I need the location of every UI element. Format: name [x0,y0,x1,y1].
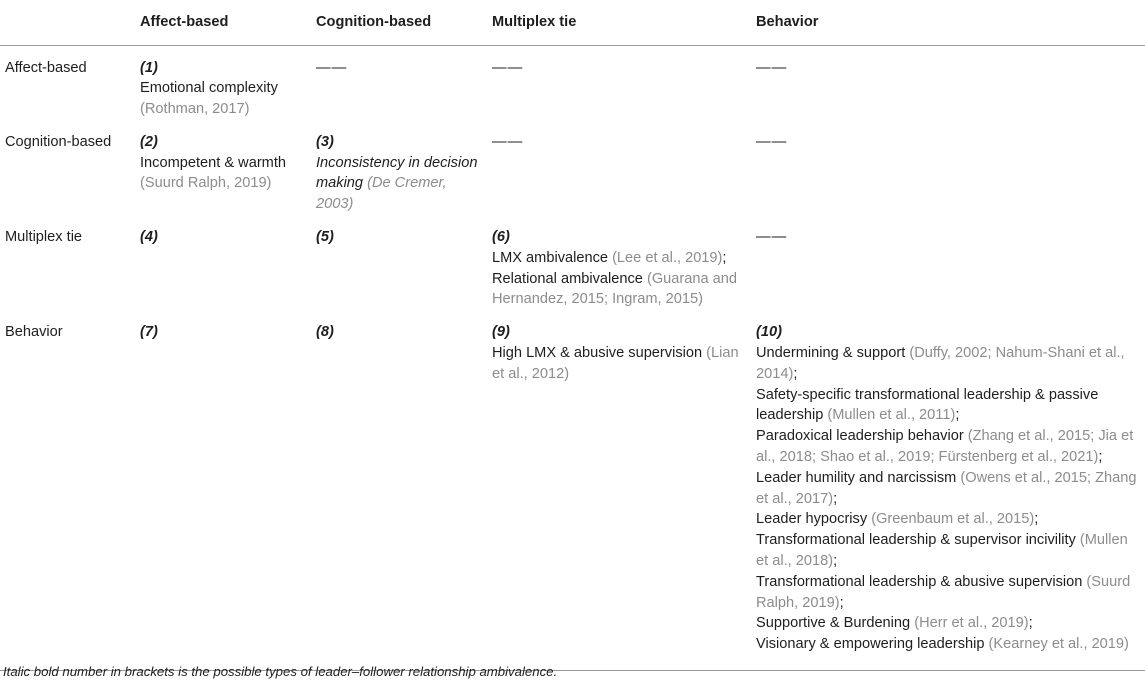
item-text: Supportive & Burdening [756,615,915,632]
table-footnote: Italic bold number in brackets is the possible types of leader–follower relationship ambivalence. [3,664,558,679]
row-label-multiplex-tie: Multiplex tie [5,229,83,246]
header-affect-based: Affect-based [134,0,310,45]
cell-8 [310,310,486,670]
list-item [756,530,1143,572]
list-item [756,385,1143,427]
list-item [756,343,1143,385]
list-item [756,634,1143,655]
dash-placeholder: —— [316,59,348,76]
type-number: (10) [756,324,782,341]
item-text: High LMX & abusive supervision [492,345,707,362]
cell-3 [310,120,486,215]
row-label-behavior: Behavior [0,310,134,670]
citation: (De Cremer, 2003) [316,175,447,213]
citation: (Mullen et al., 2018) [756,532,1128,570]
dash-placeholder: —— [756,133,788,150]
item-text: Transformational leadership & supervisor incivility [756,532,1080,549]
item-tail: ; [839,594,844,611]
dash-placeholder: —— [756,229,788,246]
cell-text: Inconsistency in decision making [316,154,478,192]
item-text: Relational ambivalence [492,270,647,287]
type-number: (5) [316,229,334,246]
citation: (Kearney et al., 2019) [988,636,1129,653]
item-tail: ; [1098,449,1103,466]
item-text: Paradoxical leadership behavior [756,428,968,445]
type-number: (1) [140,59,158,76]
citation: (Suurd Ralph, 2019) [756,573,1131,611]
citation: (Owens et al., 2015; Zhang et al., 2017) [756,469,1137,507]
item-text: Leader humility and narcissism [756,469,961,486]
citation: (Suurd Ralph, 2019) [140,175,272,192]
item-text: LMX ambivalence [492,249,613,266]
cell-empty [310,45,486,120]
citation: (Guarana and Hernandez, 2015; Ingram, 2015) [492,270,738,308]
list-item [756,613,1143,634]
item-text: Leader hypocrisy [756,511,872,528]
item-tail: ; [1034,511,1039,528]
type-number: (8) [316,324,334,341]
citation: (Greenbaum et al., 2015) [871,511,1035,528]
header-multiplex-tie: Multiplex tie [486,0,750,45]
type-number: (2) [140,133,158,150]
item-text: Safety-specific transformational leadership & passive leadership [756,386,1099,424]
cell-empty [750,45,1145,120]
type-number: (6) [492,229,510,246]
citation: (Duffy, 2002; Nahum-Shani et al., 2014) [756,345,1125,382]
list-item [492,248,748,269]
type-number: (7) [140,324,158,341]
list-item [756,468,1143,510]
header-behavior: Behavior [750,0,1145,45]
cell-empty [750,120,1145,215]
cell-9 [486,310,750,670]
row-label-cognition-based: Cognition-based [5,133,112,150]
table-row [0,120,1145,215]
item-tail: ; [793,365,798,382]
list-item [756,572,1143,614]
list-item [492,269,748,311]
item-tail: ; [722,249,727,266]
item-text: Transformational leadership & abusive supervision [756,573,1087,590]
dash-placeholder: —— [492,133,524,150]
citation: (Lian et al., 2012) [492,345,739,382]
table-row [0,45,1145,120]
cell-5 [310,215,486,310]
cell-empty [486,45,750,120]
citation: (Lee et al., 2019) [612,249,723,266]
citation: (Zhang et al., 2015; Jia et al., 2018; Shao et al., 2019; Fürstenberg et al., 2021) [756,428,1134,466]
list-item [756,509,1143,530]
cell-2 [134,120,310,215]
type-number: (3) [316,133,334,150]
cell-6 [486,215,750,310]
cell-text: Incompetent & warmth [140,154,287,171]
cell-empty [486,120,750,215]
item-tail: ; [833,553,838,570]
row-label-affect-based: Affect-based [5,59,87,76]
item-tail: ; [955,407,960,424]
header-empty [0,0,134,45]
cell-text: Emotional complexity [140,80,278,97]
item-text: Undermining & support [756,345,910,362]
header-cognition-based: Cognition-based [310,0,486,45]
table-row [0,310,1145,670]
cell-10 [750,310,1145,670]
type-number: (9) [492,324,510,341]
table-row [0,215,1145,310]
list-item [492,343,748,385]
cell-4 [134,215,310,310]
cell-empty [750,215,1145,310]
dash-placeholder: —— [756,59,788,76]
citation: (Herr et al., 2019) [914,615,1029,632]
list-item [756,426,1143,468]
type-number: (4) [140,229,158,246]
item-tail: ; [1028,615,1033,632]
item-tail: ; [833,490,838,507]
cell-7 [134,310,310,670]
item-text: Visionary & empowering leadership [756,636,989,653]
cell-1 [134,45,310,120]
table-header-row [0,0,1145,45]
citation: (Mullen et al., 2011) [827,407,956,424]
dash-placeholder: —— [492,59,524,76]
citation: (Rothman, 2017) [140,101,250,118]
